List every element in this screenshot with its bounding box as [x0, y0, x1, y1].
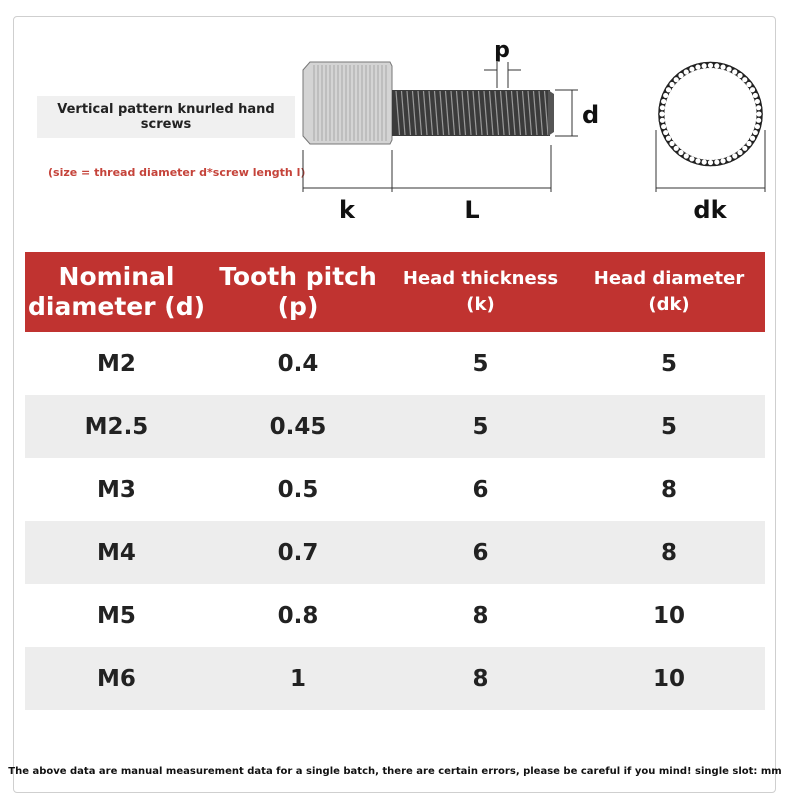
label-d: d	[582, 101, 600, 129]
cell-pitch: 0.7	[277, 539, 319, 566]
cell-pitch: 1	[289, 665, 306, 692]
cell-pitch: 0.45	[269, 413, 327, 440]
cell-head-diameter: 5	[660, 350, 677, 377]
cell-head-diameter: 8	[660, 476, 677, 503]
screw-side-view	[303, 38, 765, 224]
cell-pitch: 0.5	[277, 476, 319, 503]
cell-pitch: 0.4	[277, 350, 319, 377]
cell-head-thickness: 5	[472, 413, 489, 440]
label-L: L	[464, 196, 480, 224]
cell-nominal: M3	[97, 476, 136, 503]
label-dk: dk	[693, 196, 727, 224]
label-k: k	[339, 196, 355, 224]
size-note: (size = thread diameter d*screw length l)	[48, 166, 306, 179]
screw-diagram	[295, 30, 775, 230]
product-title: Vertical pattern knurled hand screws	[57, 102, 275, 132]
cell-head-thickness: 6	[472, 476, 489, 503]
header-head-thickness: Head thickness (k)	[402, 268, 559, 315]
table-row	[25, 458, 765, 521]
cell-nominal: M5	[97, 602, 136, 629]
cell-head-diameter: 10	[652, 602, 685, 629]
spec-table	[25, 252, 765, 710]
cell-head-thickness: 5	[472, 350, 489, 377]
knurled-head-top-view	[659, 62, 762, 165]
cell-nominal: M2	[97, 350, 136, 377]
cell-head-diameter: 5	[660, 413, 677, 440]
cell-nominal: M6	[97, 665, 136, 692]
table-row	[25, 332, 765, 395]
cell-head-diameter: 10	[652, 665, 685, 692]
cell-nominal: M2.5	[84, 413, 149, 440]
disclaimer-footer: The above data are manual measurement data for a single batch, there are certain errors, please be careful if you mind! single slot: mm	[8, 766, 782, 777]
cell-nominal: M4	[97, 539, 136, 566]
table-row	[25, 584, 765, 647]
cell-pitch: 0.8	[277, 602, 319, 629]
cell-head-thickness: 6	[472, 539, 489, 566]
label-p: p	[494, 38, 510, 63]
table-header	[25, 252, 765, 332]
cell-head-thickness: 8	[472, 602, 489, 629]
table-row	[25, 647, 765, 710]
cell-head-diameter: 8	[660, 539, 677, 566]
table-row	[25, 521, 765, 584]
product-title-box	[37, 96, 295, 138]
cell-head-thickness: 8	[472, 665, 489, 692]
header-head-diameter: Head diameter (dk)	[593, 268, 745, 315]
header-nominal-diameter: Nominal diameter (d)	[27, 262, 206, 321]
table-row	[25, 395, 765, 458]
header-tooth-pitch: Tooth pitch (p)	[219, 262, 377, 321]
